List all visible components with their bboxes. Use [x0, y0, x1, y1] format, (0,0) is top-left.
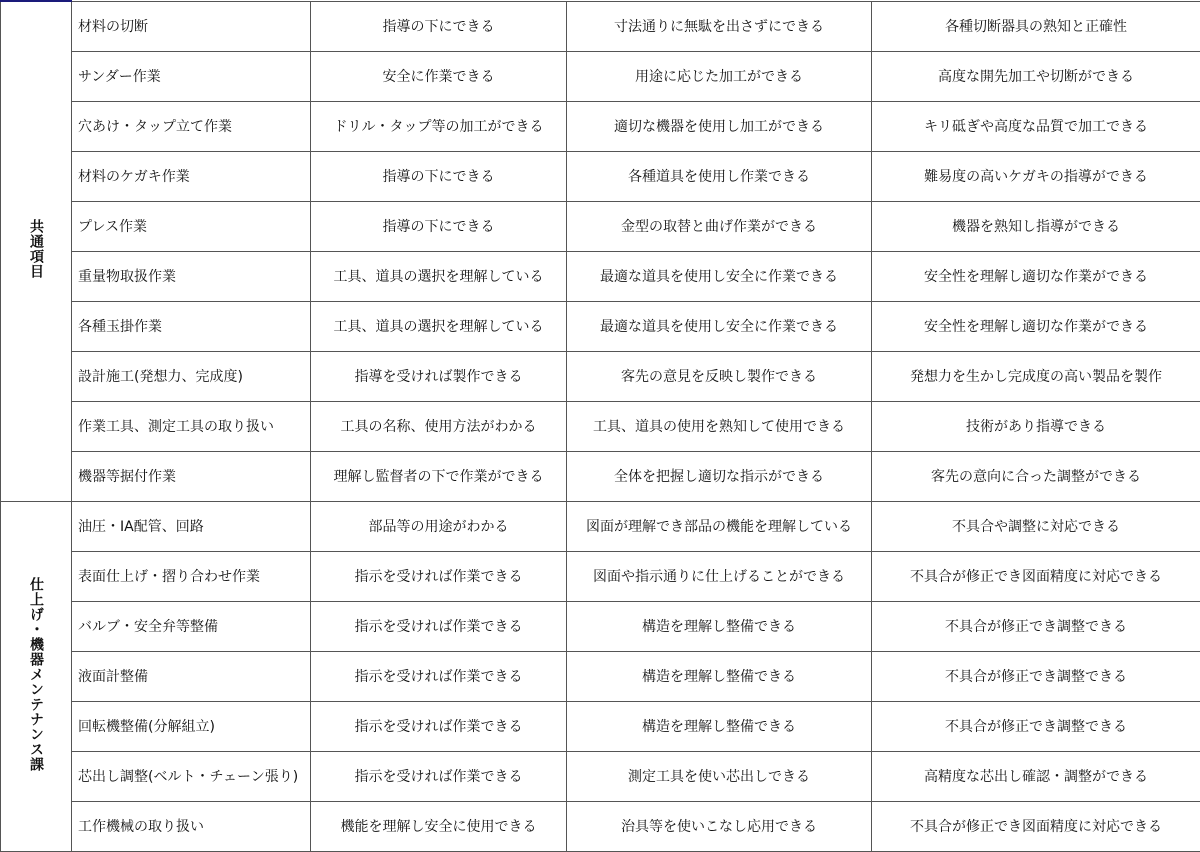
- category-cell: [1, 501, 72, 851]
- table-row: [1, 351, 1200, 401]
- category-label: 仕上げ・機器メンテナンス課: [28, 576, 44, 772]
- skill-matrix-body: [1, 1, 1200, 851]
- table-row: [1, 101, 1200, 151]
- intermediate-level-cell: 最適な道具を使用し安全に作業できる: [567, 251, 872, 301]
- intermediate-level-cell: 図面が理解でき部品の機能を理解している: [567, 501, 872, 551]
- intermediate-level-cell: 全体を把握し適切な指示ができる: [567, 451, 872, 501]
- skill-item-cell: 表面仕上げ・摺り合わせ作業: [72, 551, 311, 601]
- advanced-level-cell: キリ砥ぎや高度な品質で加工できる: [872, 101, 1200, 151]
- advanced-level-cell: 各種切断器具の熟知と正確性: [872, 1, 1200, 51]
- skill-item-cell: プレス作業: [72, 201, 311, 251]
- table-row: [1, 301, 1200, 351]
- basic-level-cell: 工具の名称、使用方法がわかる: [311, 401, 567, 451]
- advanced-level-cell: 客先の意向に合った調整ができる: [872, 451, 1200, 501]
- table-row: [1, 1, 1200, 51]
- basic-level-cell: 指導の下にできる: [311, 151, 567, 201]
- intermediate-level-cell: 金型の取替と曲げ作業ができる: [567, 201, 872, 251]
- advanced-level-cell: 安全性を理解し適切な作業ができる: [872, 251, 1200, 301]
- table-row: [1, 451, 1200, 501]
- advanced-level-cell: 不具合が修正でき調整できる: [872, 601, 1200, 651]
- skill-item-cell: 設計施工(発想力、完成度): [72, 351, 311, 401]
- table-row: [1, 401, 1200, 451]
- intermediate-level-cell: 工具、道具の使用を熟知して使用できる: [567, 401, 872, 451]
- category-cell: [1, 1, 72, 501]
- skill-item-cell: 液面計整備: [72, 651, 311, 701]
- advanced-level-cell: 発想力を生かし完成度の高い製品を製作: [872, 351, 1200, 401]
- basic-level-cell: 機能を理解し安全に使用できる: [311, 801, 567, 851]
- advanced-level-cell: 不具合が修正でき図面精度に対応できる: [872, 551, 1200, 601]
- table-row: [1, 701, 1200, 751]
- advanced-level-cell: 高精度な芯出し確認・調整ができる: [872, 751, 1200, 801]
- skill-item-cell: 機器等据付作業: [72, 451, 311, 501]
- intermediate-level-cell: 治具等を使いこなし応用できる: [567, 801, 872, 851]
- basic-level-cell: 安全に作業できる: [311, 51, 567, 101]
- skill-item-cell: 油圧・IA配管、回路: [72, 501, 311, 551]
- intermediate-level-cell: 最適な道具を使用し安全に作業できる: [567, 301, 872, 351]
- advanced-level-cell: 不具合が修正でき図面精度に対応できる: [872, 801, 1200, 851]
- table-row: [1, 551, 1200, 601]
- skill-item-cell: 回転機整備(分解組立): [72, 701, 311, 751]
- basic-level-cell: 指示を受ければ作業できる: [311, 601, 567, 651]
- skill-item-cell: 穴あけ・タップ立て作業: [72, 101, 311, 151]
- basic-level-cell: 指示を受ければ作業できる: [311, 701, 567, 751]
- intermediate-level-cell: 構造を理解し整備できる: [567, 651, 872, 701]
- intermediate-level-cell: 構造を理解し整備できる: [567, 701, 872, 751]
- table-row: [1, 51, 1200, 101]
- skill-item-cell: 芯出し調整(ベルト・チェーン張り): [72, 751, 311, 801]
- advanced-level-cell: 高度な開先加工や切断ができる: [872, 51, 1200, 101]
- skill-item-cell: 作業工具、測定工具の取り扱い: [72, 401, 311, 451]
- intermediate-level-cell: 構造を理解し整備できる: [567, 601, 872, 651]
- advanced-level-cell: 安全性を理解し適切な作業ができる: [872, 301, 1200, 351]
- skill-item-cell: 工作機械の取り扱い: [72, 801, 311, 851]
- basic-level-cell: 指示を受ければ作業できる: [311, 751, 567, 801]
- advanced-level-cell: 技術があり指導できる: [872, 401, 1200, 451]
- advanced-level-cell: 難易度の高いケガキの指導ができる: [872, 151, 1200, 201]
- advanced-level-cell: 不具合が修正でき調整できる: [872, 651, 1200, 701]
- skill-item-cell: 材料の切断: [72, 1, 311, 51]
- table-row: [1, 651, 1200, 701]
- basic-level-cell: 工具、道具の選択を理解している: [311, 301, 567, 351]
- skill-item-cell: サンダー作業: [72, 51, 311, 101]
- advanced-level-cell: 不具合が修正でき調整できる: [872, 701, 1200, 751]
- skill-item-cell: バルブ・安全弁等整備: [72, 601, 311, 651]
- basic-level-cell: 指示を受ければ作業できる: [311, 651, 567, 701]
- table-row: [1, 601, 1200, 651]
- intermediate-level-cell: 適切な機器を使用し加工ができる: [567, 101, 872, 151]
- intermediate-level-cell: 図面や指示通りに仕上げることができる: [567, 551, 872, 601]
- table-row: [1, 201, 1200, 251]
- basic-level-cell: ドリル・タップ等の加工ができる: [311, 101, 567, 151]
- table-row: [1, 251, 1200, 301]
- intermediate-level-cell: 各種道具を使用し作業できる: [567, 151, 872, 201]
- basic-level-cell: 工具、道具の選択を理解している: [311, 251, 567, 301]
- basic-level-cell: 理解し監督者の下で作業ができる: [311, 451, 567, 501]
- basic-level-cell: 指導を受ければ製作できる: [311, 351, 567, 401]
- skill-item-cell: 重量物取扱作業: [72, 251, 311, 301]
- intermediate-level-cell: 寸法通りに無駄を出さずにできる: [567, 1, 872, 51]
- intermediate-level-cell: 用途に応じた加工ができる: [567, 51, 872, 101]
- advanced-level-cell: 機器を熟知し指導ができる: [872, 201, 1200, 251]
- table-row: [1, 151, 1200, 201]
- table-row: [1, 501, 1200, 551]
- table-row: [1, 801, 1200, 851]
- basic-level-cell: 指示を受ければ作業できる: [311, 551, 567, 601]
- basic-level-cell: 部品等の用途がわかる: [311, 501, 567, 551]
- intermediate-level-cell: 客先の意見を反映し製作できる: [567, 351, 872, 401]
- advanced-level-cell: 不具合や調整に対応できる: [872, 501, 1200, 551]
- skill-item-cell: 材料のケガキ作業: [72, 151, 311, 201]
- category-label: 共通項目: [28, 219, 44, 280]
- basic-level-cell: 指導の下にできる: [311, 1, 567, 51]
- skill-item-cell: 各種玉掛作業: [72, 301, 311, 351]
- intermediate-level-cell: 測定工具を使い芯出しできる: [567, 751, 872, 801]
- basic-level-cell: 指導の下にできる: [311, 201, 567, 251]
- table-row: [1, 751, 1200, 801]
